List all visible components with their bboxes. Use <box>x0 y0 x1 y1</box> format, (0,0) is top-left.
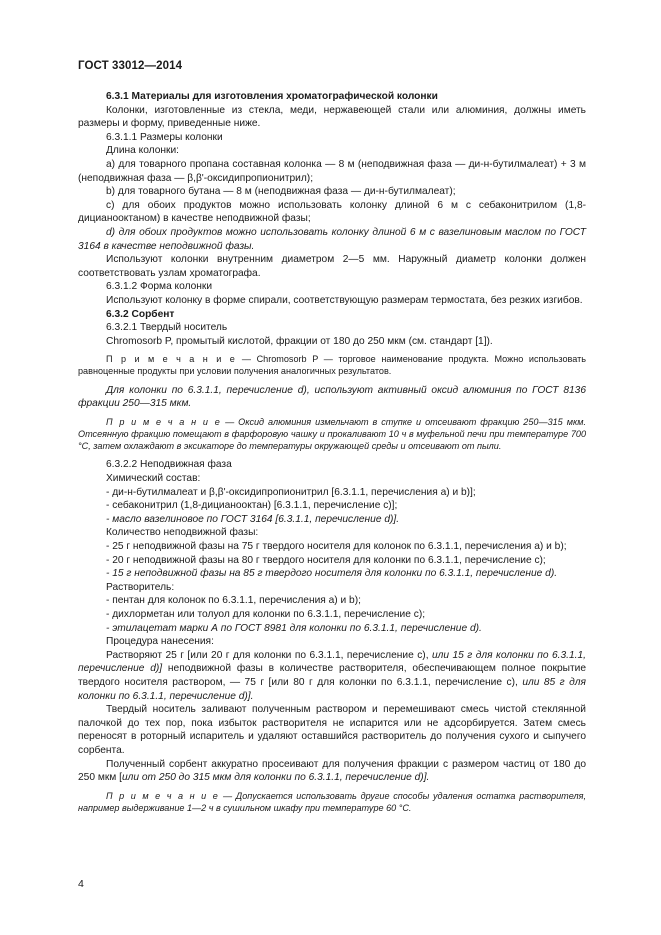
paragraph: Длина колонки: <box>106 145 179 157</box>
list-item-c: c) для обоих продуктов можно использовать колонку длиной 6 м с себаконитрилом (1,8-дицианооктаном) в качестве неподвижной фазы; <box>78 199 586 225</box>
list-item-a: a) для товарного пропана составная колонка — 8 м (неподвижная фаза — ди-н-бутилмалеат) + 3 м (неподвижная фаза — β,β'-оксидипропионитрил); <box>78 158 586 184</box>
section-6-3-1-title: 6.3.1 Материалы для изготовления хроматографической колонки <box>106 91 438 102</box>
list-item: - себаконитрил (1,8-дицианооктан) [6.3.1.1, перечисление с)]; <box>106 500 398 512</box>
text-run: Растворяют 25 г [или 20 г для колонки по 6.3.1.1, перечисление с), <box>106 649 432 661</box>
paragraph: Используют колонку в форме спирали, соответствующую размерам термостата, без резких изгибов. <box>106 294 583 306</box>
list-item: - 25 г неподвижной фазы на 75 г твердого носителя для колонок по 6.3.1.1, перечисления а) и b); <box>106 541 567 553</box>
note-label: П р и м е ч а н и е <box>106 354 237 365</box>
note-3 <box>78 790 586 814</box>
document-header: ГОСТ 33012—2014 <box>78 60 183 72</box>
paragraph: Для колонки по 6.3.1.1, перечисление d), используют активный оксид алюминия по ГОСТ 8136 фракции 250—315 мкм. <box>78 384 586 410</box>
text-run: неподвижной фазы в количестве растворителя, обеспечивающем полное покрытие твердого носителя раствором, — 75 г [или 80 г для колонки по 6.3.1.1, перечисление с), <box>78 663 586 688</box>
paragraph: Используют колонки внутренним диаметром 2—5 мм. Наружный диаметр колонки должен соответствовать узлам хроматографа. <box>78 254 586 279</box>
procedure-paragraph <box>78 649 586 703</box>
list-item: - этилацетат марки А по ГОСТ 8981 для колонки по 6.3.1.1, перечисление d). <box>106 622 482 634</box>
note-text: — Допускается использовать другие способы удаления остатка растворителя, например выдерживание 1—2 ч в сушильном шкафу при температуре 60 °С. <box>78 790 587 813</box>
list-item: - 20 г неподвижной фазы на 80 г твердого носителя для колонки по 6.3.1.1, перечисление с); <box>106 554 546 566</box>
note-text: — Оксид алюминия измельчают в ступке и отсеивают фракцию 250—315 мкм. Отсеянную фракцию помещают в фарфоровую чашку и прокаливают 10 ч в муфельной печи при температуре 700 °С, затем охлаждают в эксикаторе до температуры окружающей среды и отсеивают от пыли. <box>78 416 586 452</box>
note-label: П р и м е ч а н и е <box>106 790 220 801</box>
section-6-3-1-1-title: 6.3.1.1 Размеры колонки <box>106 131 223 143</box>
list-item: - пентан для колонок по 6.3.1.1, перечисления а) и b); <box>106 595 361 607</box>
note-label: П р и м е ч а н и е <box>106 416 222 427</box>
note-1 <box>78 353 586 377</box>
list-item: - масло вазелиновое по ГОСТ 3164 [6.3.1.1, перечисление d)]. <box>106 513 400 525</box>
text-run: или 85 г для колонки по 6.3.1.1, перечисление d)]. <box>78 676 586 702</box>
note-2 <box>78 416 586 453</box>
page-number: 4 <box>78 878 84 890</box>
text-run: Полученный сорбент аккуратно просеивают для получения фракции с размером частиц от 180 до 250 мкм [ <box>78 758 586 784</box>
paragraph: Количество неподвижной фазы: <box>106 527 259 539</box>
paragraph: Процедура нанесения: <box>106 636 214 648</box>
list-item: - ди-н-бутилмалеат и β,β'-оксидипропионитрил [6.3.1.1, перечисления а) и b)]; <box>106 486 476 498</box>
section-6-3-2-1-title: 6.3.2.1 Твердый носитель <box>106 322 228 334</box>
document-body <box>78 90 586 814</box>
paragraph: Колонки, изготовленные из стекла, меди, нержавеющей стали или алюминия, должны иметь размеры и форму, приведенные ниже. <box>78 104 586 130</box>
list-item-d: d) для обоих продуктов можно использовать колонку длиной 6 м с вазелиновым маслом по ГОСТ 3164 в качестве неподвижной фазы. <box>78 226 586 252</box>
paragraph: Chromosorb P, промытый кислотой, фракции от 180 до 250 мкм (см. стандарт [1]). <box>106 335 493 347</box>
list-item: - 15 г неподвижной фазы на 85 г твердого носителя для колонки по 6.3.1.1, перечисление d). <box>106 568 558 580</box>
section-6-3-1-2-title: 6.3.1.2 Форма колонки <box>106 281 213 293</box>
paragraph: Твердый носитель заливают полученным раствором и перемешивают смесь чистой стеклянной палочкой до тех пор, пока избыток растворителя не испарится или не адсорбируется. Затем смесь переносят в роторный испаритель и удаляют оставшийся растворитель до получения сухого и сыпучего сорбента. <box>78 704 586 756</box>
note-text: — Chromosorb P — торговое наименование продукта. Можно использовать равноценные продукты при условии получения аналогичных результатов. <box>78 354 586 377</box>
list-item-b: b) для товарного бутана — 8 м (неподвижная фаза — ди-н-бутилмалеат); <box>106 186 456 198</box>
paragraph: Химический состав: <box>106 473 201 485</box>
paragraph: Растворитель: <box>106 581 175 593</box>
text-run: или 15 г для колонки по 6.3.1.1, перечисление d)] <box>78 649 586 675</box>
section-6-3-2-2-title: 6.3.2.2 Неподвижная фаза <box>106 459 232 471</box>
text-run: или от 250 до 315 мкм для колонки по 6.3.1.1, перечисление d)]. <box>121 772 430 784</box>
list-item: - дихлорметан или толуол для колонки по 6.3.1.1, перечисление с); <box>106 609 426 621</box>
sieve-paragraph <box>78 758 586 785</box>
section-6-3-2-title: 6.3.2 Сорбент <box>106 308 175 320</box>
